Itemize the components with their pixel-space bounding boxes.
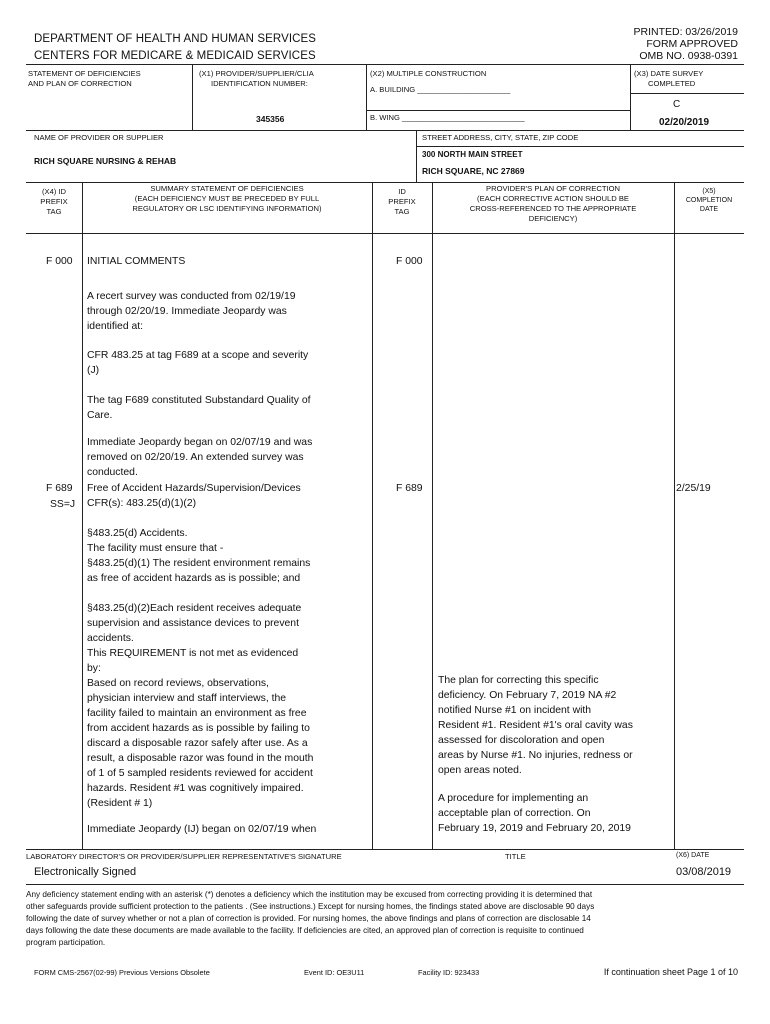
summary-paragraph: §483.25(d)(2)Each resident receives adequate supervision and assistance devices to prevent accidents. This REQUIREMENT is not met as evidenced by: Based on record reviews, observations, physician interview and staff interviews, the facility failed to maintain an environment as free from accident hazards as is possible by failing to discard a disposable razor safely after use. As a result, a disposable razor was found in the mouth of 1 of 5 sampled residents reviewed for accident hazards. Resident #1 was cognitively impaired. (Resident # 1) [87, 603, 314, 809]
summary-paragraph: CFR 483.25 at tag F689 at a scope and severity (J) [87, 350, 309, 376]
tag-f689-plan: F 689 [396, 483, 423, 494]
summary-paragraph: A recert survey was conducted from 02/19/19 through 02/20/19. Immediate Jeopardy was identified at: [87, 291, 296, 332]
rule [416, 130, 417, 182]
summary-header: SUMMARY STATEMENT OF DEFICIENCIES (EACH DEFICIENCY MUST BE PRECEDED BY FULL REGULATORY OR LSC IDENTIFYING INFORMATION) [132, 184, 322, 213]
x1-label-1: (X1) PROVIDER/SUPPLIER/CLIA [199, 69, 314, 78]
centers-title: CENTERS FOR MEDICARE & MEDICAID SERVICES [34, 50, 316, 62]
x3-survey-date: 02/20/2019 [659, 117, 710, 128]
signature-label: LABORATORY DIRECTOR'S OR PROVIDER/SUPPLIER REPRESENTATIVE'S SIGNATURE [26, 852, 342, 861]
tag-severity: SS=J [50, 499, 76, 510]
rule [26, 233, 744, 234]
rule [192, 64, 193, 130]
x4-header: (X4) ID PREFIX TAG [40, 187, 68, 216]
completion-date: 2/25/19 [676, 483, 711, 494]
rule [26, 64, 744, 65]
rule [26, 182, 744, 183]
form-approved: FORM APPROVED [646, 38, 738, 50]
summary-paragraph: Immediate Jeopardy began on 02/07/19 and was removed on 02/20/19. An extended survey was conducted. [87, 437, 313, 478]
statement-label-1: STATEMENT OF DEFICIENCIES [28, 69, 141, 78]
statement-label-2: AND PLAN OF CORRECTION [28, 79, 132, 88]
rule [630, 64, 631, 130]
provider-label: NAME OF PROVIDER OR SUPPLIER [34, 133, 164, 142]
x5-header: (X5) COMPLETION DATE [685, 188, 733, 213]
disclaimer: Any deficiency statement ending with an asterisk (*) denotes a deficiency which the institution may be excused from correcting providing it is determined that other safeguards provide sufficient protection to the patients . (See instructions.) Except for nursing homes, the findings stated above are disclosable 90 days following the date of survey whether or not a plan of correction is provided. For nursing homes, the above findings and plans of correction are disclosable 14 days following the date these documents are made available to the facility. If deficiencies are cited, an approved plan of correction is requisite to continued program participation. [26, 890, 595, 947]
rule [416, 146, 744, 147]
rule [366, 64, 367, 130]
department-title: DEPARTMENT OF HEALTH AND HUMAN SERVICES [34, 33, 317, 45]
tag-f000: F 000 [46, 256, 73, 267]
rule [26, 884, 744, 885]
x3-label-2: COMPLETED [648, 79, 696, 88]
rule [26, 130, 744, 131]
rule [630, 93, 744, 94]
plan-paragraph: A procedure for implementing an acceptable plan of correction. On February 19, 2019 and February 20, 2019 [438, 793, 631, 834]
tag-f000-plan: F 000 [396, 256, 423, 267]
date-label: (X6) DATE [676, 852, 710, 859]
x1-label-2: IDENTIFICATION NUMBER: [211, 79, 308, 88]
x2-label: (X2) MULTIPLE CONSTRUCTION [370, 69, 487, 78]
plan-header: PROVIDER'S PLAN OF CORRECTION (EACH CORRECTIVE ACTION SHOULD BE CROSS-REFERENCED TO THE APPROPRIATE DEFICIENCY) [469, 184, 637, 223]
x3-code: C [673, 99, 681, 110]
printed-date: PRINTED: 03/26/2019 [633, 26, 738, 38]
initial-comments: INITIAL COMMENTS [87, 256, 186, 267]
x3-label-1: (X3) DATE SURVEY [634, 69, 704, 78]
rule [366, 110, 630, 111]
provider-name: RICH SQUARE NURSING & REHAB [34, 156, 177, 166]
rule [372, 182, 373, 849]
summary-paragraph: §483.25(d) Accidents. The facility must ensure that - §483.25(d)(1) The resident environment remains as free of accident hazards as is possible; and [87, 528, 311, 584]
summary-paragraph: Free of Accident Hazards/Supervision/Devices CFR(s): 483.25(d)(1)(2) [87, 483, 301, 509]
signature-date: 03/08/2019 [676, 866, 732, 878]
plan-paragraph: The plan for correcting this specific deficiency. On February 7, 2019 NA #2 notified Nurse #1 on incident with Resident #1. Resident #1's oral cavity was assessed for discoloration and open areas by Nurse #1. No injuries, redness or open areas noted. [438, 675, 633, 776]
page-number: If continuation sheet Page 1 of 10 [603, 967, 738, 977]
rule [432, 182, 433, 849]
x1-provider-number: 345356 [256, 114, 285, 124]
rule [82, 182, 83, 849]
id-header: ID PREFIX TAG [388, 187, 416, 216]
x2-building: A. BUILDING ______________________ [370, 85, 511, 94]
omb-number: OMB NO. 0938-0391 [639, 50, 738, 62]
summary-paragraph: Immediate Jeopardy (IJ) began on 02/07/19 when [87, 824, 317, 835]
rule [674, 182, 675, 849]
address-street: 300 NORTH MAIN STREET [422, 150, 523, 159]
address-label: STREET ADDRESS, CITY, STATE, ZIP CODE [422, 133, 579, 142]
address-city: RICH SQUARE, NC 27869 [422, 166, 525, 176]
x2-wing: B. WING _____________________________ [370, 113, 525, 122]
facility-id: Facility ID: 923433 [418, 968, 480, 977]
rule [26, 849, 744, 850]
title-label: TITLE [505, 852, 526, 861]
summary-paragraph: The tag F689 constituted Substandard Quality of Care. [87, 395, 311, 421]
tag-f689: F 689 [46, 483, 73, 494]
event-id: Event ID: OE3U11 [304, 968, 365, 977]
form-number: FORM CMS-2567(02-99) Previous Versions Obsolete [34, 968, 210, 977]
signature-value: Electronically Signed [34, 866, 137, 878]
